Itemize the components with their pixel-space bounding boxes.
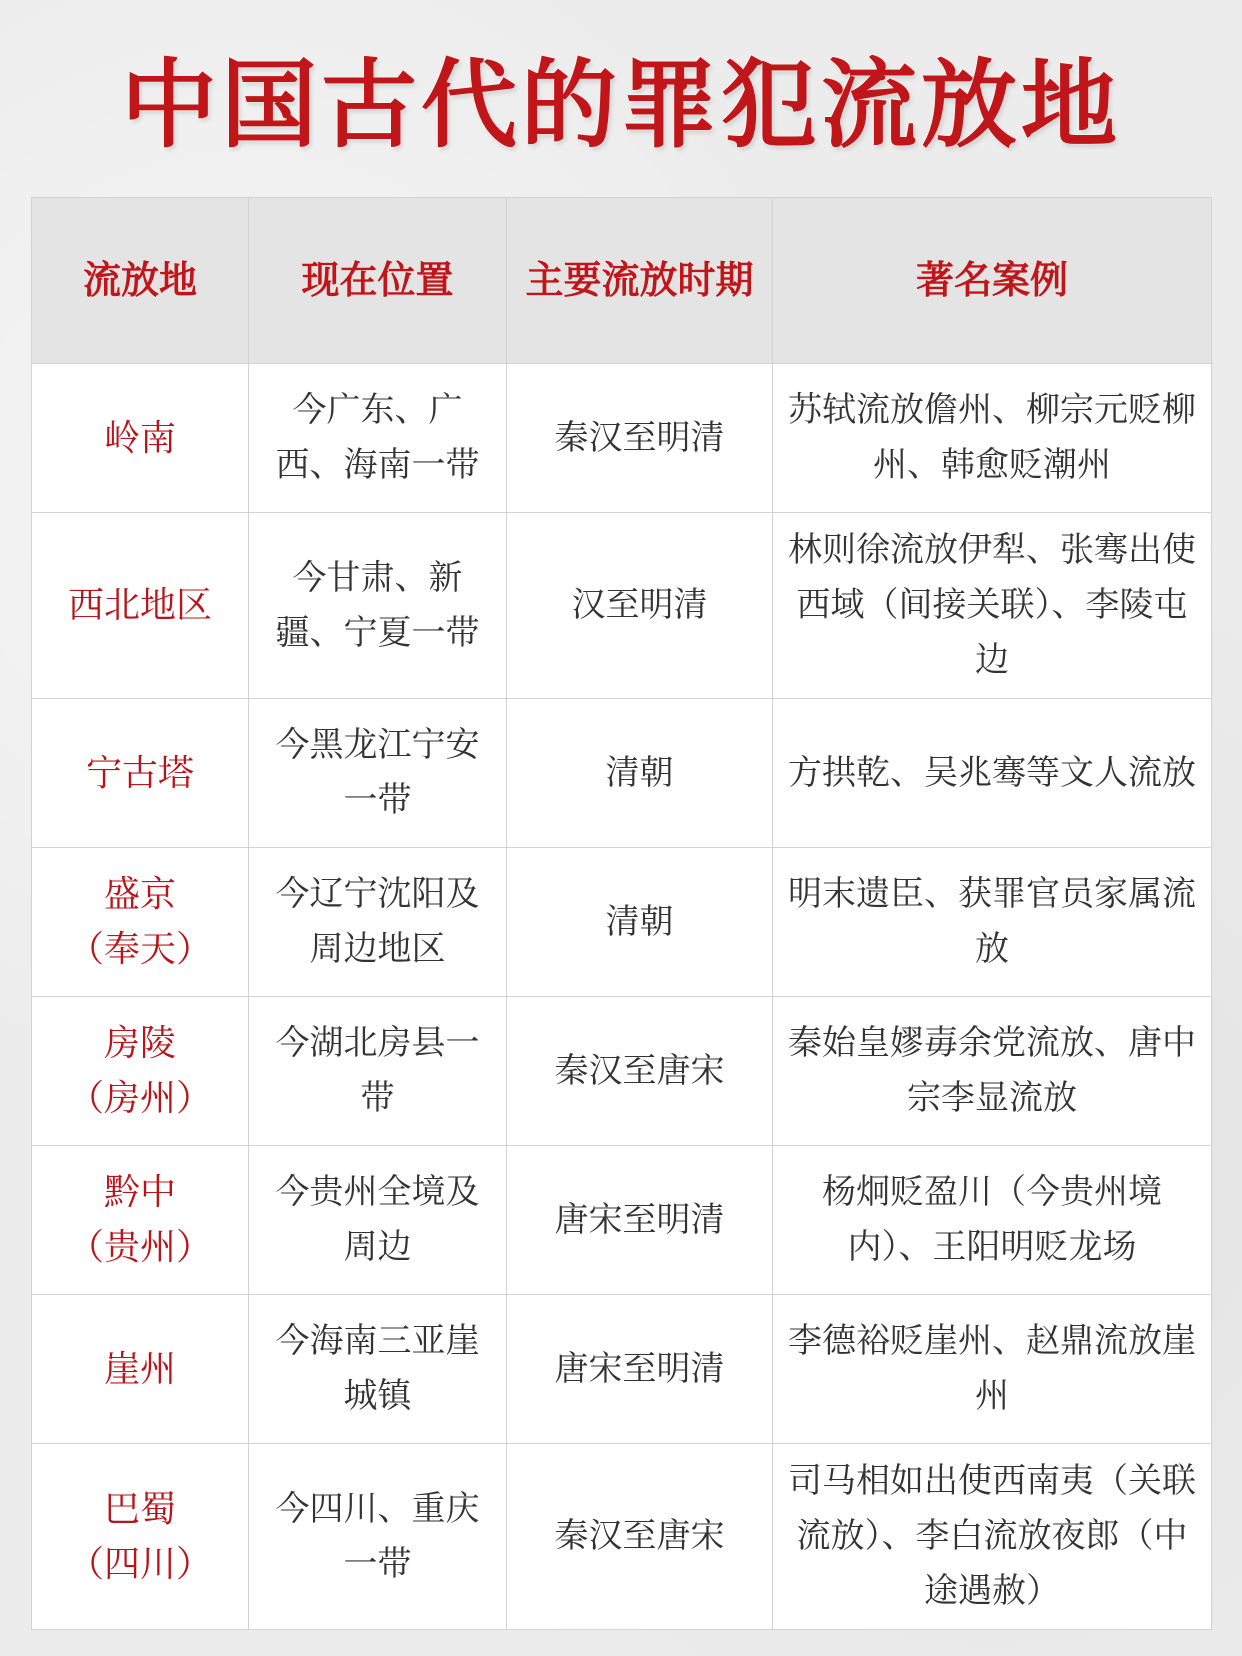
cell-period: 清朝	[507, 699, 773, 848]
place-name: 房陵	[103, 1023, 176, 1064]
cell-period: 秦汉至唐宋	[507, 997, 773, 1146]
place-alias: （贵州）	[67, 1227, 212, 1268]
cell-place	[32, 997, 249, 1146]
place-name: 崖州	[103, 1348, 176, 1390]
cell-place	[32, 364, 249, 513]
cell-cases: 司马相如出使西南夷（关联流放）、李白流放夜郎（中途遇赦）	[773, 1444, 1212, 1630]
cell-period: 汉至明清	[507, 513, 773, 699]
place-name: 岭南	[103, 417, 176, 459]
place-name: 巴蜀	[103, 1488, 176, 1530]
cell-location: 今贵州全境及周边	[249, 1146, 507, 1295]
header-cases: 著名案例	[773, 198, 1212, 364]
cell-place	[32, 1444, 249, 1630]
cell-cases: 秦始皇嫪毐余党流放、唐中宗李显流放	[773, 997, 1212, 1146]
table-row	[32, 513, 1212, 699]
cell-place	[32, 848, 249, 997]
place-name: 黔中	[103, 1172, 176, 1213]
cell-location: 今四川、重庆一带	[249, 1444, 507, 1630]
header-place: 流放地	[32, 198, 249, 364]
cell-cases: 苏轼流放儋州、柳宗元贬柳州、韩愈贬潮州	[773, 364, 1212, 513]
table-row	[32, 848, 1212, 997]
cell-period: 清朝	[507, 848, 773, 997]
cell-place	[32, 1295, 249, 1444]
cell-location: 今湖北房县一带	[249, 997, 507, 1146]
place-alias: （四川）	[67, 1543, 212, 1585]
cell-cases: 明末遗臣、获罪官员家属流放	[773, 848, 1212, 997]
cell-location: 今黑龙江宁安一带	[249, 699, 507, 848]
place-alias: （奉天）	[67, 929, 212, 970]
page-title: 中国古代的罪犯流放地	[121, 49, 1121, 161]
place-alias: （房州）	[67, 1078, 212, 1119]
cell-location: 今广东、广西、海南一带	[249, 364, 507, 513]
table-row	[32, 1444, 1212, 1630]
table-row	[32, 1295, 1212, 1444]
cell-period: 秦汉至明清	[507, 364, 773, 513]
header-period: 主要流放时期	[507, 198, 773, 364]
cell-period: 秦汉至唐宋	[507, 1444, 773, 1630]
cell-cases: 林则徐流放伊犁、张骞出使西域（间接关联）、李陵屯边	[773, 513, 1212, 699]
table-row	[32, 699, 1212, 848]
table-row	[32, 364, 1212, 513]
cell-place	[32, 1146, 249, 1295]
cell-cases: 杨炯贬盈川（今贵州境内）、王阳明贬龙场	[773, 1146, 1212, 1295]
cell-location: 今海南三亚崖城镇	[249, 1295, 507, 1444]
place-name: 宁古塔	[85, 752, 194, 794]
cell-cases: 方拱乾、吴兆骞等文人流放	[773, 699, 1212, 848]
cell-place	[32, 513, 249, 699]
table-row	[32, 997, 1212, 1146]
cell-period: 唐宋至明清	[507, 1295, 773, 1444]
cell-period: 唐宋至明清	[507, 1146, 773, 1295]
cell-place	[32, 699, 249, 848]
cell-location: 今甘肃、新疆、宁夏一带	[249, 513, 507, 699]
cell-cases: 李德裕贬崖州、赵鼎流放崖州	[773, 1295, 1212, 1444]
place-name: 西北地区	[67, 585, 212, 626]
header-location: 现在位置	[249, 198, 507, 364]
cell-location: 今辽宁沈阳及周边地区	[249, 848, 507, 997]
place-name: 盛京	[103, 874, 176, 915]
exile-table	[31, 197, 1212, 1630]
table-header-row	[32, 198, 1212, 364]
table-row	[32, 1146, 1212, 1295]
